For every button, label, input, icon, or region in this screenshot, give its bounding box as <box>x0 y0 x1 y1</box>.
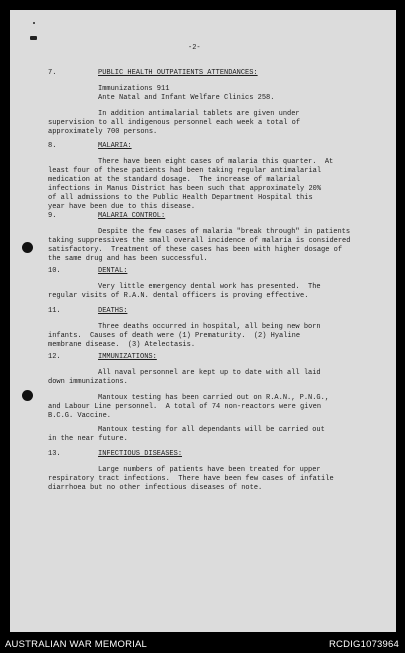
body-line: medication at the standard dosage. The increase of malarial <box>48 176 301 184</box>
punch-hole <box>22 390 33 401</box>
section-heading: DENTAL: <box>98 267 128 275</box>
body-line: Ante Natal and Infant Welfare Clinics 258. <box>98 94 275 102</box>
section-heading: DEATHS: <box>98 307 128 315</box>
section-number: 9. <box>48 212 57 220</box>
footer-institution: AUSTRALIAN WAR MEMORIAL <box>5 639 148 650</box>
section-heading: INFECTIOUS DISEASES: <box>98 450 183 458</box>
document-page <box>10 10 396 632</box>
body-line: respiratory tract infections. There have been few cases of infatile <box>48 475 334 483</box>
body-line: and Labour Line personnel. A total of 74 non-reactors were given <box>48 403 322 411</box>
body-line: least four of these patients had been taking regular antimalarial <box>48 167 322 175</box>
body-line: year have been due to this disease. <box>48 203 196 211</box>
section-number: 12. <box>48 353 61 361</box>
section-number: 11. <box>48 307 61 315</box>
archive-footer <box>0 636 405 653</box>
body-line: Despite the few cases of malaria "break through" in patients <box>98 228 351 236</box>
section-heading: IMMUNIZATIONS: <box>98 353 157 361</box>
body-line: of all admissions to the Public Health Department Hospital this <box>48 194 313 202</box>
section-number: 8. <box>48 142 57 150</box>
body-line: Immunizations 911 <box>98 85 170 93</box>
body-line: Very little emergency dental work has presented. The <box>98 283 321 291</box>
body-line: In addition antimalarial tablets are given under <box>98 110 300 118</box>
staple-mark <box>33 22 35 24</box>
body-line: infections in Manus District has been such that approximately 20% <box>48 185 322 193</box>
page-number: -2- <box>188 44 201 52</box>
body-line: down immunizations. <box>48 378 128 386</box>
body-line: diarrhoea but no other infectious diseases of note. <box>48 484 263 492</box>
punch-hole <box>22 242 33 253</box>
body-line: supervision to all indigenous personnel each week a total of <box>48 119 301 127</box>
section-number: 7. <box>48 69 57 77</box>
body-line: satisfactory. Treatment of these cases has been with higher dosage of <box>48 246 343 254</box>
section-heading: MALARIA CONTROL: <box>98 212 166 220</box>
body-line: membrane disease. (3) Atelectasis. <box>48 341 196 349</box>
body-line: All naval personnel are kept up to date with all laid <box>98 369 321 377</box>
section-heading: PUBLIC HEALTH OUTPATIENTS ATTENDANCES: <box>98 69 258 77</box>
body-line: There have been eight cases of malaria this quarter. At <box>98 158 334 166</box>
body-line: regular visits of R.A.N. dental officers is proving effective. <box>48 292 309 300</box>
body-line: Three deaths occurred in hospital, all being new born <box>98 323 321 331</box>
body-line: infants. Causes of death were (1) Prematurity. (2) Hyaline <box>48 332 301 340</box>
body-line: Large numbers of patients have been treated for upper <box>98 466 321 474</box>
body-line: B.C.G. Vaccine. <box>48 412 112 420</box>
section-number: 13. <box>48 450 61 458</box>
section-heading: MALARIA: <box>98 142 132 150</box>
section-number: 10. <box>48 267 61 275</box>
body-line: in the near future. <box>48 435 128 443</box>
body-line: approximately 700 persons. <box>48 128 158 136</box>
footer-record-id: RCDIG1073964 <box>329 639 399 650</box>
body-line: Mantoux testing for all dependants will be carried out <box>98 426 325 434</box>
body-line: the same drug and has been successful. <box>48 255 208 263</box>
body-line: taking suppressives the small overall incidence of malaria is considered <box>48 237 351 245</box>
body-line: Mantoux testing has been carried out on R.A.N., P.N.G., <box>98 394 330 402</box>
staple-mark <box>30 36 37 40</box>
